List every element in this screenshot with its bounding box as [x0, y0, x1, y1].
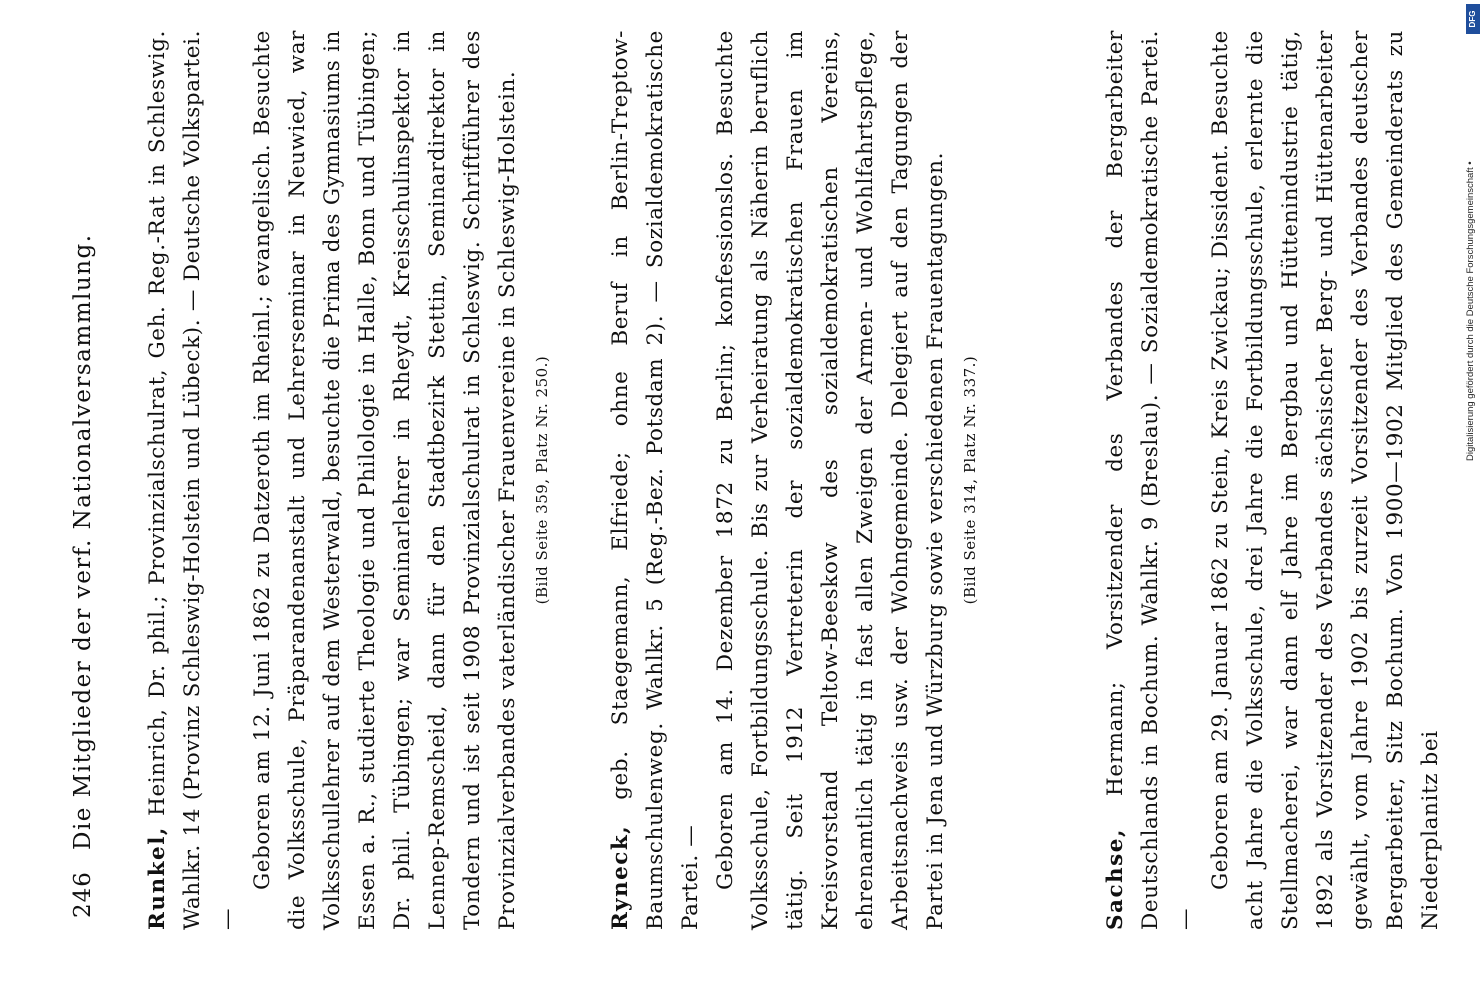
member-name: Sachse,: [1103, 828, 1128, 930]
entry-intro: [1098, 30, 1203, 930]
member-entry: [1098, 30, 1448, 930]
member-details: Heinrich, Dr. phil.; Provinzialschulrat, Geh. Reg.-Rat in Schleswig. Wahlkr. 14 (Provinz Schleswig-Holstein und Lübeck). — Deutsche Volkspartei. —: [145, 30, 240, 930]
running-title: Die Mitglieder der verf. Nationalversammlung.: [70, 233, 96, 850]
dfg-logo: [1466, 4, 1480, 34]
picture-reference: (Bild Seite 359, Platz Nr. 250.): [533, 355, 551, 605]
funding-notice: Digitalisierung gefördert durch die Deutsche Forschungsgemeinschaft •: [1465, 161, 1476, 461]
member-name: Ryneck,: [608, 824, 633, 930]
page-number: 246: [70, 871, 96, 918]
member-biography: Geboren am 14. Dezember 1872 zu Berlin; konfessionslos. Besuchte Volksschule, Fortbildungsschule. Bis zur Verheiratung als Näherin beruflich tätig. Seit 1912 Vertreterin der sozialdemokratischen Frauen im Kreisvorstand Teltow-Beeskow des sozialdemokratischen Vereins, ehrenamtlich tätig in fast allen Zweigen der Armen- und Wohlfahrtspflege, Arbeitsnachweis usw. der Wohngemeinde. Delegiert auf den Tagungen der Partei in Jena und Würzburg sowie verschiedenen Frauentagungen.: [713, 30, 948, 930]
entry-intro: [603, 30, 708, 930]
member-name: Runkel,: [145, 826, 170, 930]
member-biography: Geboren am 29. Januar 1862 zu Stein, Kreis Zwickau; Dissident. Besuchte acht Jahre die Volksschule, drei Jahre die Fortbildungsschule, erlernte die Stellmacherei, war dann elf Jahre im Bergbau und Hüttenindustrie tätig, 1892 als Vorsitzender des Verbandes sächsischer Berg- und Hüttenarbeiter gewählt, vom Jahre 1902 bis zurzeit Vorsitzender des Verbandes deutscher Bergarbeiter, Sitz Bochum. Von 1900—1902 Mitglied des Gemeinderats zu Niederplanitz bei: [1208, 30, 1443, 930]
entry-intro: [140, 30, 245, 930]
picture-reference: (Bild Seite 314, Platz Nr. 337.): [961, 355, 979, 605]
member-entry: [140, 30, 557, 930]
member-details: Hermann; Vorsitzender des Verbandes der Bergarbeiter Deutschlands in Bochum. Wahlkr. 9 (Breslau). — Sozialdemokratische Partei. —: [1103, 30, 1198, 930]
book-page: [58, 30, 1448, 930]
dfg-logo-text: DFG: [1468, 10, 1477, 28]
member-biography: Geboren am 12. Juni 1862 zu Datzeroth im Rheinl.; evangelisch. Besuchte die Volksschule, Präparandenanstalt und Lehrerseminar in Neuwied, war Volksschullehrer auf dem Westerwald, besuchte die Prima des Gymnasiums in Essen a. R., studierte Theologie und Philologie in Halle, Bonn und Tübingen; Dr. phil. Tübingen; war Seminarlehrer in Rheydt, Kreisschulinspektor in Lennep-Remscheid, dann für den Stadtbezirk Stettin, Seminardirektor in Tondern und ist seit 1908 Provinzialschulrat in Schleswig. Schriftführer des Provinzialverbandes vaterländischer Frauenvereine in Schleswig-Holstein.: [250, 30, 520, 930]
member-entry: [603, 30, 985, 930]
digitization-sidebar: [1448, 6, 1482, 996]
page-header: [58, 30, 108, 930]
member-details: geb. Staegemann, Elfriede; ohne Beruf in Berlin-Treptow-Baumschulenweg. Wahlkr. 5 (Reg.-Bez. Potsdam 2). — Sozialdemokratische Partei. —: [608, 30, 703, 930]
